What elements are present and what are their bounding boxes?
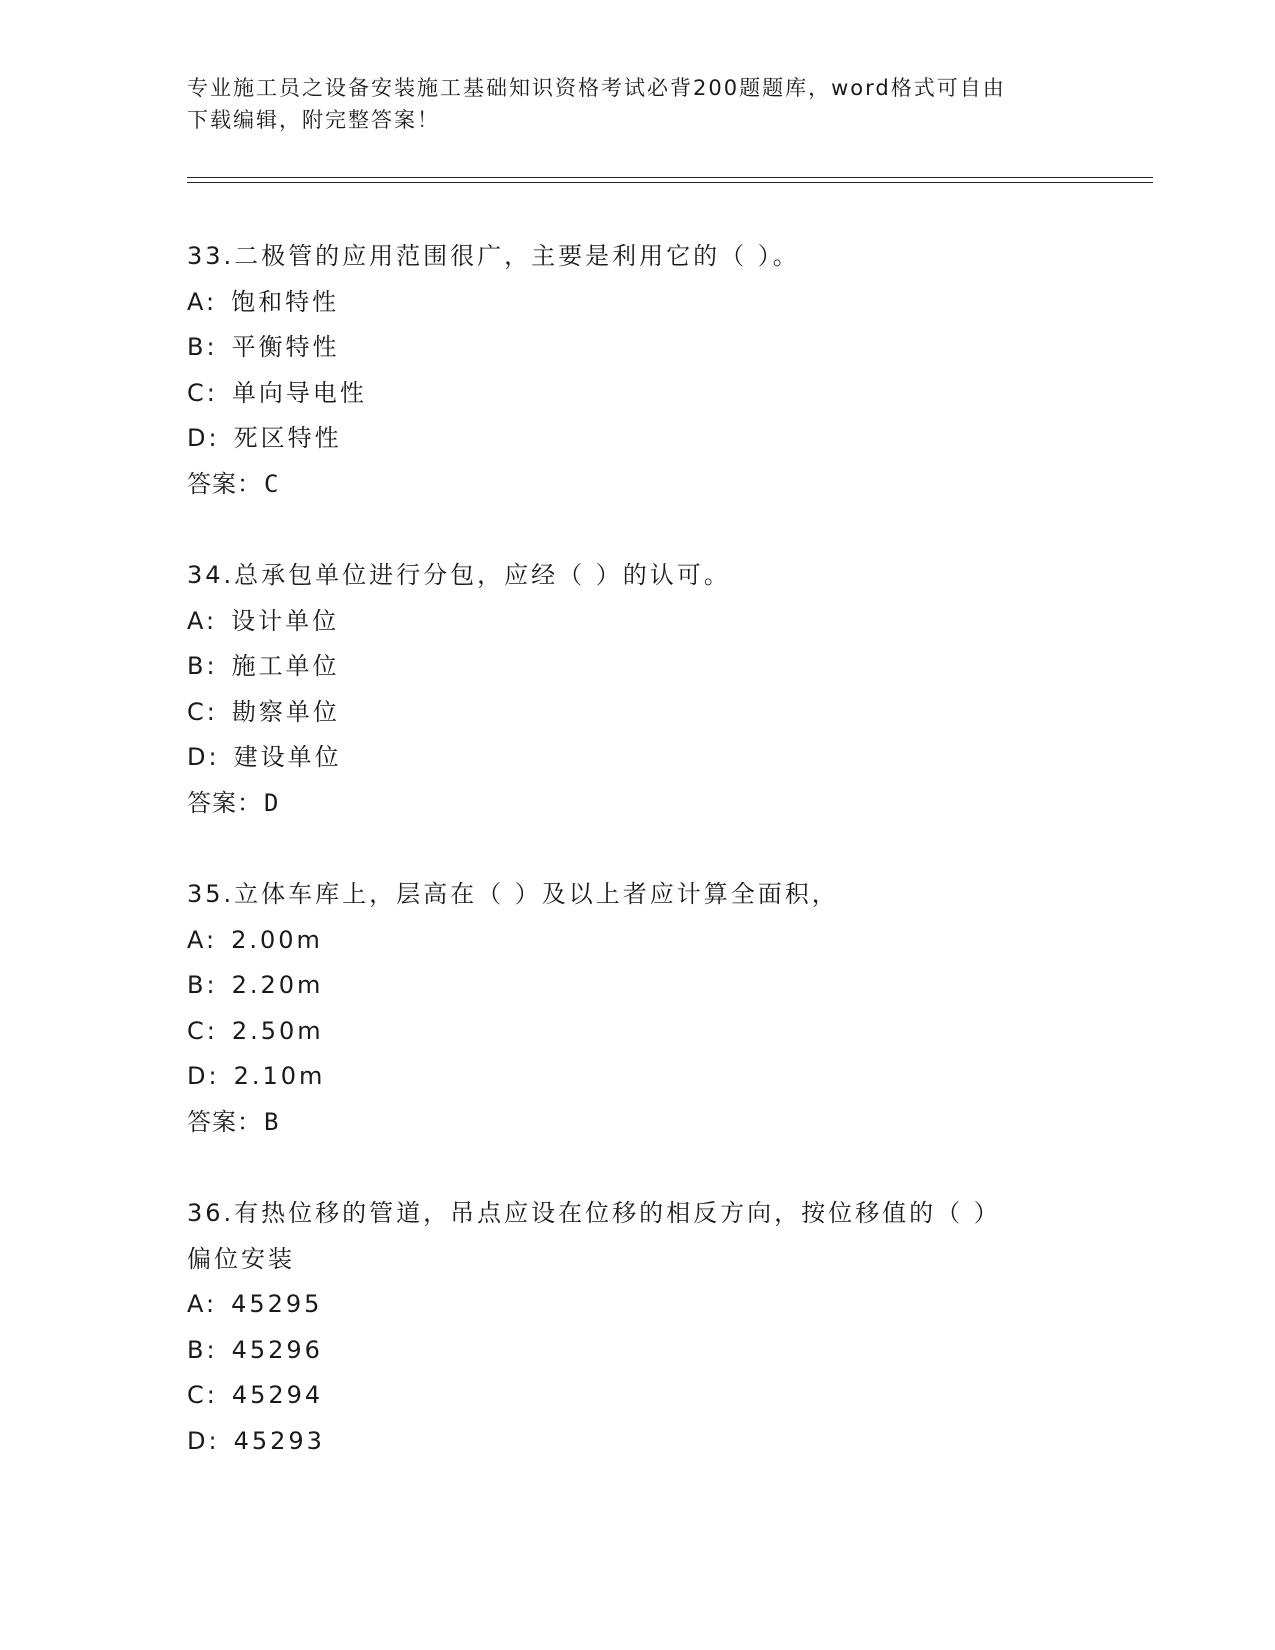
question-34 <box>187 553 1167 826</box>
option-c <box>187 1373 1167 1419</box>
header-divider-top <box>187 177 1153 178</box>
option-b <box>187 644 1167 690</box>
option-text: 饱和特性 <box>231 287 340 316</box>
option-d <box>187 1419 1167 1465</box>
header-title-line-2: 下载编辑，附完整答案！ <box>187 108 440 132</box>
question-stem-line: 偏位安装 <box>187 1244 295 1273</box>
answer-label: 答案： <box>187 1107 262 1136</box>
option-letter: B: <box>187 971 218 999</box>
answer-label: 答案： <box>187 469 262 498</box>
option-letter: C: <box>187 378 218 407</box>
answer-value: B <box>264 1107 280 1136</box>
option-letter: A: <box>187 606 218 635</box>
question-33 <box>187 234 1167 507</box>
option-letter: C: <box>187 1016 218 1045</box>
header-title-line-1: 专业施工员之设备安装施工基础知识资格考试必背200题题库，word格式可自由 <box>187 76 1006 100</box>
option-letter: D: <box>187 1062 220 1090</box>
option-text: 施工单位 <box>231 652 340 680</box>
question-stem-line: 36.有热位移的管道，吊点应设在位移的相反方向，按位移值的（ ） <box>187 1199 1001 1227</box>
answer-value: D <box>264 788 280 817</box>
question-stem <box>187 1191 1167 1282</box>
option-text: 建设单位 <box>233 743 342 771</box>
question-35 <box>187 872 1167 1145</box>
option-a <box>187 918 1167 964</box>
option-text: 45295 <box>231 1290 323 1318</box>
option-text: 45294 <box>231 1381 324 1409</box>
option-a <box>187 1282 1167 1328</box>
option-letter: C: <box>187 1381 218 1409</box>
answer-line <box>187 1100 1167 1146</box>
option-a <box>187 599 1167 645</box>
option-text: 2.00m <box>231 925 323 954</box>
option-letter: D: <box>187 743 220 771</box>
option-letter: D: <box>187 1426 220 1455</box>
question-stem <box>187 872 1167 918</box>
option-letter: B: <box>187 333 218 361</box>
question-stem-line: 33.二极管的应用范围很广，主要是利用它的（ ）。 <box>187 242 800 270</box>
option-text: 平衡特性 <box>231 333 340 361</box>
option-text: 2.10m <box>233 1062 326 1090</box>
option-c <box>187 1009 1167 1055</box>
option-b <box>187 963 1167 1009</box>
option-b <box>187 1328 1167 1374</box>
question-stem <box>187 234 1167 280</box>
answer-value: C <box>264 469 280 498</box>
question-stem-line: 34.总承包单位进行分包，应经（ ）的认可。 <box>187 561 731 589</box>
answer-line <box>187 781 1167 827</box>
header-divider-bottom <box>187 182 1153 183</box>
option-d <box>187 735 1167 781</box>
option-text: 死区特性 <box>233 424 342 452</box>
option-text: 2.20m <box>231 971 324 999</box>
option-letter: D: <box>187 424 220 452</box>
option-text: 45293 <box>233 1426 325 1455</box>
option-text: 勘察单位 <box>231 697 340 726</box>
option-c <box>187 371 1167 417</box>
option-c <box>187 690 1167 736</box>
option-letter: B: <box>187 652 218 680</box>
question-36 <box>187 1191 1167 1464</box>
option-text: 45296 <box>231 1335 323 1364</box>
option-b <box>187 325 1167 371</box>
option-letter: C: <box>187 697 218 726</box>
option-text: 单向导电性 <box>231 378 367 407</box>
option-letter: A: <box>187 1290 218 1318</box>
question-stem <box>187 553 1167 599</box>
option-text: 设计单位 <box>231 606 340 635</box>
option-letter: A: <box>187 925 218 954</box>
answer-line <box>187 462 1167 508</box>
option-letter: A: <box>187 287 218 316</box>
answer-label: 答案： <box>187 788 262 817</box>
option-letter: B: <box>187 1335 218 1364</box>
question-stem-line: 35.立体车库上，层高在（ ）及以上者应计算全面积， <box>187 880 839 908</box>
document-header <box>187 72 1087 136</box>
option-d <box>187 1054 1167 1100</box>
option-a <box>187 280 1167 326</box>
option-d <box>187 416 1167 462</box>
option-text: 2.50m <box>231 1016 324 1045</box>
